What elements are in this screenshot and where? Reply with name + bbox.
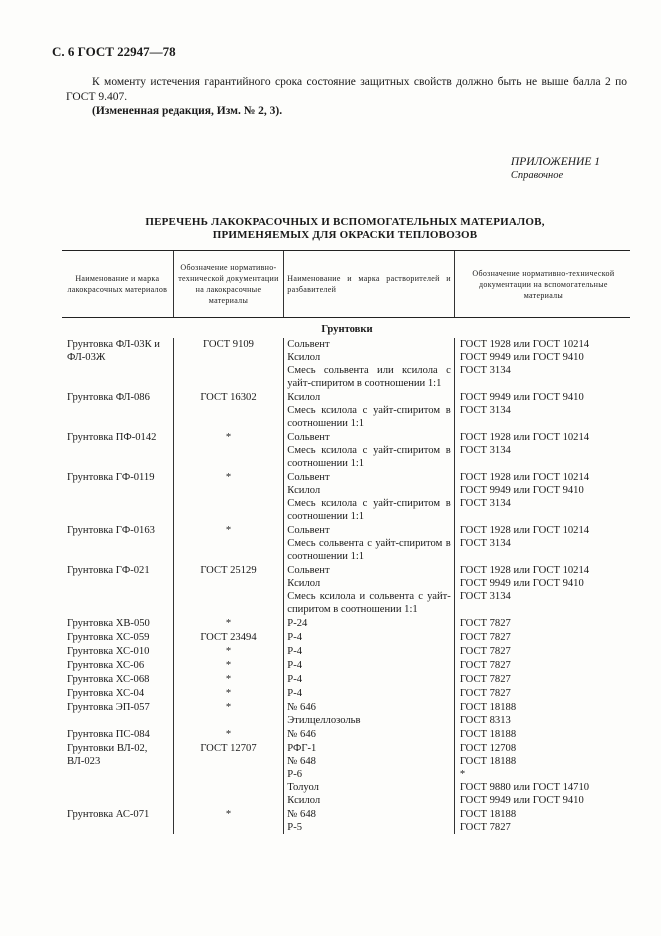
solvent-name-cell: Смесь сольвента или ксилола с уайт-спиритом в соотношении 1:1 (284, 364, 455, 390)
solvent-doc-cell: ГОСТ 18188 ГОСТ 8313 (454, 700, 630, 727)
solvent-doc-cell: ГОСТ 1928 или ГОСТ 10214 (454, 523, 630, 537)
material-doc-cell (173, 497, 284, 523)
solvent-doc-cell: ГОСТ 7827 (454, 630, 630, 644)
material-name-cell: Грунтовка ГФ-0163 (67, 525, 155, 536)
table-row (62, 338, 630, 364)
solvent-doc-cell: ГОСТ 9949 или ГОСТ 9410 (454, 484, 630, 497)
solvent-name-cell: Сольвент (284, 523, 455, 537)
solvent-doc-cell: ГОСТ 3134 (454, 364, 630, 390)
material-name-cell: Грунтовка ХС-04 (67, 688, 145, 699)
material-name-cell: Грунтовка ЭП-057 (67, 702, 150, 713)
appendix-subtitle: Справочное (510, 170, 564, 181)
solvent-name-cell: Р-4 (284, 672, 455, 686)
solvent-doc-cell: ГОСТ 12708 ГОСТ 18188 * (454, 741, 630, 781)
solvent-doc-cell: ГОСТ 7827 (454, 658, 630, 672)
material-doc-cell: * (173, 672, 284, 686)
solvent-doc-cell: ГОСТ 9949 или ГОСТ 9410 (454, 577, 630, 590)
table-row (62, 616, 630, 630)
warranty-paragraph: К моменту истечения гарантийного срока состояние защитных свойств должно быть не выше балла 2 по ГОСТ 9.407. (66, 76, 627, 103)
material-name-cell: Грунтовка ХВ-050 (67, 618, 150, 629)
material-name-cell: Грунтовка АС-071 (67, 809, 150, 820)
material-name-cell (62, 484, 173, 497)
material-doc-cell (173, 577, 284, 590)
material-name-cell: Грунтовка ПС-084 (67, 729, 150, 740)
material-doc-cell (173, 404, 284, 430)
solvent-name-cell: Смесь сольвента с уайт-спиритом в соотношении 1:1 (284, 537, 455, 563)
material-doc-cell: ГОСТ 12707 (173, 741, 284, 781)
table-row (62, 470, 630, 484)
table-row (62, 686, 630, 700)
solvent-doc-cell: ГОСТ 3134 (454, 590, 630, 616)
material-doc-cell: ГОСТ 9109 (173, 338, 284, 364)
section-row (62, 318, 630, 339)
table-row (62, 404, 630, 430)
solvent-doc-cell: ГОСТ 1928 или ГОСТ 10214 (454, 430, 630, 444)
solvent-name-cell: Смесь ксилола с уайт-спиритом в соотношении 1:1 (284, 404, 455, 430)
solvent-doc-cell: ГОСТ 18188 ГОСТ 7827 (454, 807, 630, 834)
material-doc-cell (173, 794, 284, 807)
material-doc-cell: * (173, 686, 284, 700)
solvent-doc-cell: ГОСТ 9880 или ГОСТ 14710 (454, 781, 630, 794)
material-name-cell: Грунтовка ХС-068 (67, 674, 150, 685)
solvent-name-cell: Ксилол (284, 484, 455, 497)
table-row (62, 781, 630, 794)
solvent-name-cell: Смесь ксилола с уайт-спиритом в соотношении 1:1 (284, 444, 455, 470)
material-doc-cell: * (173, 658, 284, 672)
solvent-doc-cell: ГОСТ 18188 (454, 727, 630, 741)
material-name-cell (62, 590, 173, 616)
table-row (62, 364, 630, 390)
material-name-cell: Грунтовки ВЛ-02, ВЛ-023 (67, 743, 148, 767)
material-name-cell: Грунтовка ПФ-0142 (67, 432, 157, 443)
table-row (62, 672, 630, 686)
table-row (62, 537, 630, 563)
material-name-cell: Грунтовка ГФ-0119 (67, 472, 155, 483)
table-row (62, 590, 630, 616)
solvent-name-cell: РФГ-1 № 648 Р-6 (284, 741, 455, 781)
material-doc-cell: * (173, 727, 284, 741)
table-row (62, 700, 630, 727)
table-row (62, 444, 630, 470)
table-row (62, 658, 630, 672)
solvent-name-cell: № 648 Р-5 (284, 807, 455, 834)
solvent-doc-cell: ГОСТ 1928 или ГОСТ 10214 ГОСТ 9949 или ГОСТ 9410 (454, 338, 630, 364)
table-row (62, 390, 630, 404)
solvent-doc-cell: ГОСТ 7827 (454, 644, 630, 658)
table-row (62, 523, 630, 537)
appendix-label (511, 155, 600, 183)
column-header-material-doc: Обозначение нормативно-технической документации на лакокрасочные материалы (173, 251, 284, 318)
table-row (62, 794, 630, 807)
solvent-name-cell: Толуол (284, 781, 455, 794)
material-name-cell: Грунтовка ХС-010 (67, 646, 150, 657)
solvent-name-cell: Р-4 (284, 686, 455, 700)
solvent-name-cell: Ксилол (284, 390, 455, 404)
appendix-title: ПРИЛОЖЕНИЕ 1 (510, 156, 600, 168)
table-row (62, 497, 630, 523)
solvent-doc-cell: ГОСТ 3134 (454, 404, 630, 430)
table-row (62, 807, 630, 834)
amendment-note: (Измененная редакция, Изм. № 2, 3). (92, 105, 283, 117)
solvent-name-cell: № 646 (284, 727, 455, 741)
table-row (62, 577, 630, 590)
material-name-cell (62, 781, 173, 794)
material-name-cell (62, 444, 173, 470)
solvent-name-cell: Р-4 (284, 658, 455, 672)
material-name-cell (62, 537, 173, 563)
column-header-solvent: Наименование и марка растворителей и разбавителей (284, 251, 455, 318)
column-header-material: Наименование и марка лакокрасочных материалов (62, 251, 173, 318)
material-name-cell: Грунтовка ХС-059 (67, 632, 150, 643)
table-row (62, 630, 630, 644)
material-doc-cell: * (173, 700, 284, 727)
solvent-doc-cell: ГОСТ 1928 или ГОСТ 10214 (454, 563, 630, 577)
material-name-cell (62, 497, 173, 523)
solvent-name-cell: № 646 Этилцеллозольв (284, 700, 455, 727)
solvent-name-cell: Смесь ксилола с уайт-спиритом в соотношении 1:1 (284, 497, 455, 523)
material-doc-cell (173, 590, 284, 616)
material-doc-cell: ГОСТ 16302 (173, 390, 284, 404)
material-name-cell (62, 404, 173, 430)
solvent-doc-cell: ГОСТ 9949 или ГОСТ 9410 (454, 390, 630, 404)
material-doc-cell (173, 444, 284, 470)
page-header: С. 6 ГОСТ 22947—78 (52, 44, 176, 59)
table-row (62, 644, 630, 658)
solvent-name-cell: Смесь ксилола и сольвента с уайт-спиритом в соотношении 1:1 (284, 590, 455, 616)
material-doc-cell (173, 781, 284, 794)
material-name-cell (62, 794, 173, 807)
material-name-cell (62, 364, 173, 390)
solvent-doc-cell: ГОСТ 3134 (454, 497, 630, 523)
material-name-cell: Грунтовка ХС-06 (67, 660, 145, 671)
column-header-solvent-doc: Обозначение нормативно-технической документации на вспомогательные материалы (454, 251, 630, 318)
solvent-name-cell: Сольвент (284, 563, 455, 577)
material-name-cell: Грунтовка ФЛ-086 (67, 392, 150, 403)
solvent-name-cell: Сольвент (284, 470, 455, 484)
material-doc-cell (173, 364, 284, 390)
table-title-line-2: ПРИМЕНЯЕМЫХ ДЛЯ ОКРАСКИ ТЕПЛОВОЗОВ (212, 229, 478, 241)
material-doc-cell: * (173, 616, 284, 630)
material-doc-cell: * (173, 807, 284, 834)
table-row (62, 430, 630, 444)
material-doc-cell: * (173, 470, 284, 484)
solvent-name-cell: Ксилол (284, 794, 455, 807)
solvent-doc-cell: ГОСТ 7827 (454, 672, 630, 686)
material-doc-cell: ГОСТ 23494 (173, 630, 284, 644)
solvent-doc-cell: ГОСТ 3134 (454, 444, 630, 470)
material-name-cell: Грунтовка ФЛ-03К и ФЛ-03Ж (67, 339, 160, 363)
solvent-doc-cell: ГОСТ 1928 или ГОСТ 10214 (454, 470, 630, 484)
solvent-name-cell: Сольвент (284, 430, 455, 444)
material-doc-cell: ГОСТ 25129 (173, 563, 284, 577)
table-title (60, 216, 630, 242)
section-title: Грунтовки (321, 324, 373, 335)
material-name-cell (62, 577, 173, 590)
material-doc-cell: * (173, 523, 284, 537)
solvent-doc-cell: ГОСТ 7827 (454, 686, 630, 700)
solvent-name-cell: Ксилол (284, 577, 455, 590)
solvent-name-cell: Р-24 (284, 616, 455, 630)
material-name-cell: Грунтовка ГФ-021 (67, 565, 150, 576)
table-title-line-1: ПЕРЕЧЕНЬ ЛАКОКРАСОЧНЫХ И ВСПОМОГАТЕЛЬНЫХ МАТЕРИАЛОВ, (145, 216, 545, 228)
material-doc-cell: * (173, 430, 284, 444)
materials-table (62, 250, 630, 834)
solvent-name-cell: Сольвент Ксилол (284, 338, 455, 364)
material-doc-cell: * (173, 644, 284, 658)
table-row (62, 484, 630, 497)
solvent-name-cell: Р-4 (284, 630, 455, 644)
material-doc-cell (173, 537, 284, 563)
table-row (62, 727, 630, 741)
table-row (62, 741, 630, 781)
table-header-row (62, 251, 630, 318)
solvent-doc-cell: ГОСТ 7827 (454, 616, 630, 630)
material-doc-cell (173, 484, 284, 497)
table-row (62, 563, 630, 577)
solvent-name-cell: Р-4 (284, 644, 455, 658)
solvent-doc-cell: ГОСТ 9949 или ГОСТ 9410 (454, 794, 630, 807)
solvent-doc-cell: ГОСТ 3134 (454, 537, 630, 563)
